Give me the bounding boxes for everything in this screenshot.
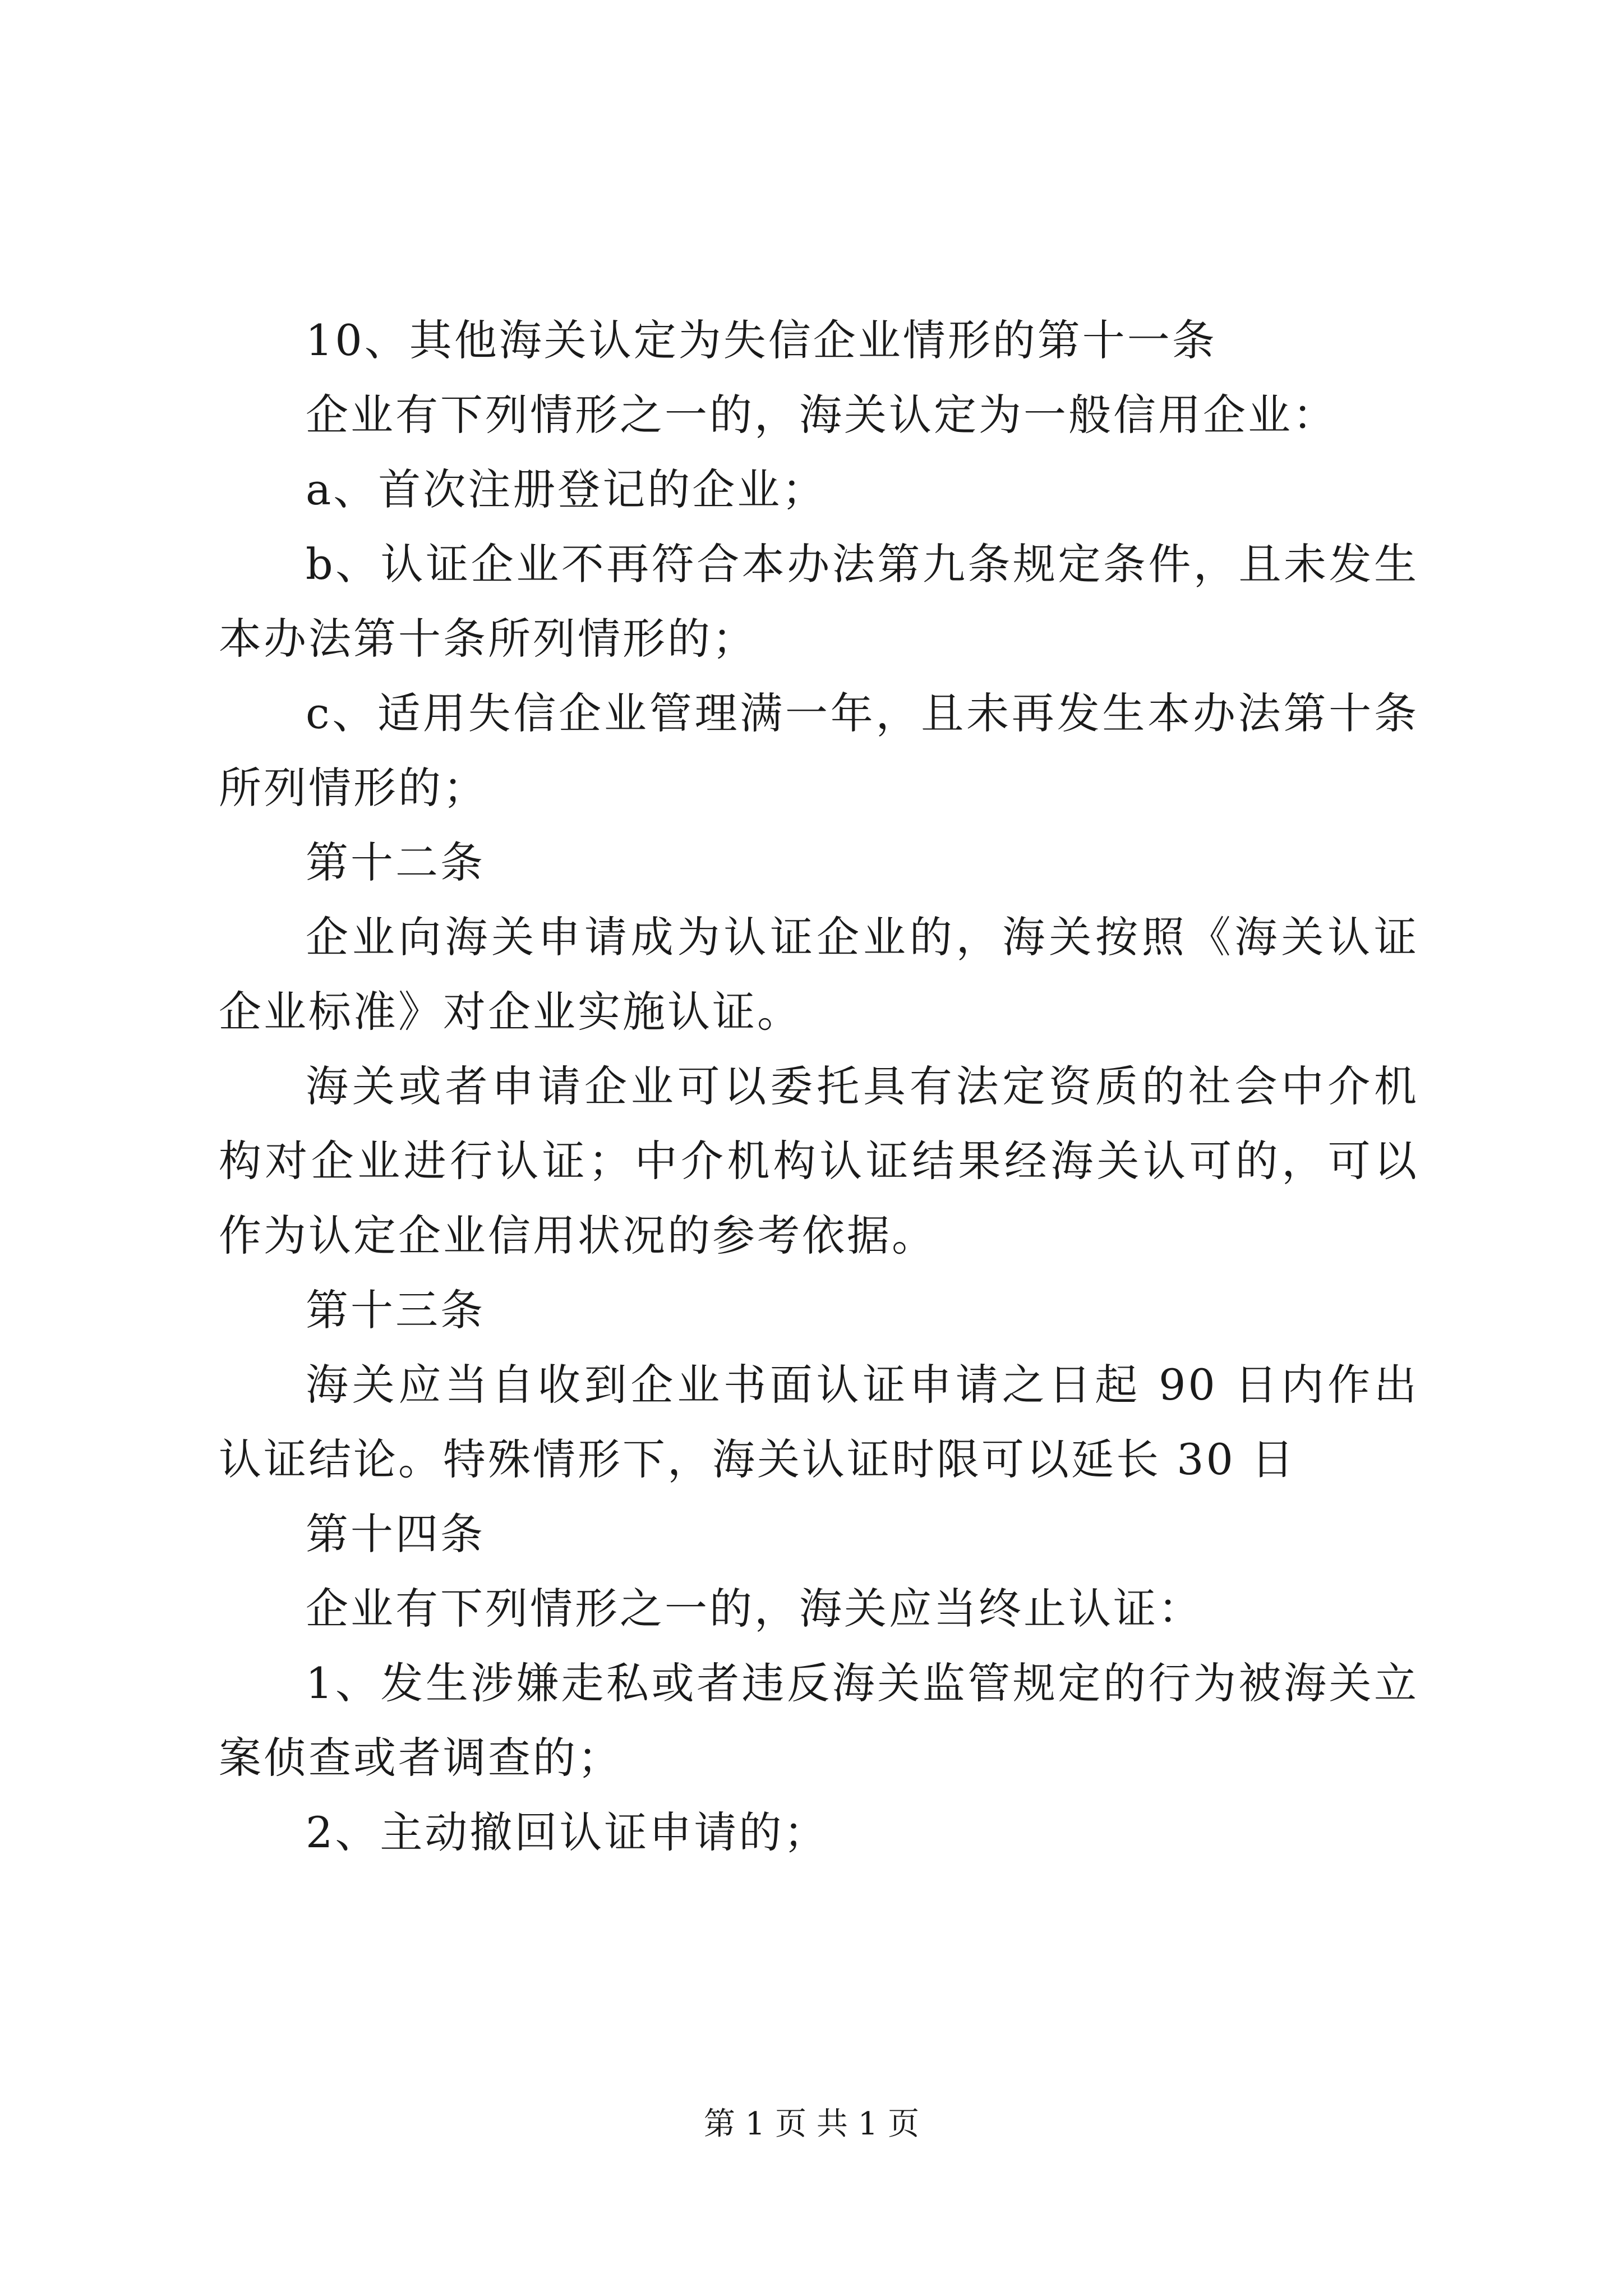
paragraph: 1、发生涉嫌走私或者违反海关监管规定的行为被海关立案侦查或者调查的； <box>219 1658 1419 1783</box>
paragraph: b、认证企业不再符合本办法第九条规定条件，且未发生本办法第十条所列情形的； <box>219 539 1419 664</box>
paragraph: 企业有下列情形之一的，海关认定为一般信用企业： <box>306 390 1338 440</box>
page-footer <box>0 2105 1623 2144</box>
paragraph: a、首次注册登记的企业； <box>306 464 827 514</box>
page-number-label: 第 1 页 共 1 页 <box>703 2106 920 2142</box>
article-heading: 第十四条 <box>306 1509 485 1559</box>
paragraph: 10、其他海关认定为失信企业情形的第十一条 <box>306 315 1217 365</box>
document-body <box>219 303 1419 1870</box>
paragraph: 海关或者申请企业可以委托具有法定资质的社会中介机构对企业进行认证；中介机构认证结果经海关认可的，可以作为认定企业信用状况的参考依据。 <box>219 1061 1419 1260</box>
paragraph: c、适用失信企业管理满一年，且未再发生本办法第十条所列情形的； <box>219 688 1419 813</box>
paragraph: 企业向海关申请成为认证企业的，海关按照《海关认证企业标准》对企业实施认证。 <box>219 912 1419 1037</box>
paragraph: 海关应当自收到企业书面认证申请之日起 90 日内作出认证结论。特殊情形下，海关认证时限可以延长 30 日 <box>219 1360 1419 1484</box>
paragraph: 企业有下列情形之一的，海关应当终止认证： <box>306 1584 1203 1634</box>
paragraph: 2、主动撤回认证申请的； <box>306 1807 829 1857</box>
article-heading: 第十二条 <box>306 838 485 887</box>
article-heading: 第十三条 <box>306 1285 485 1335</box>
